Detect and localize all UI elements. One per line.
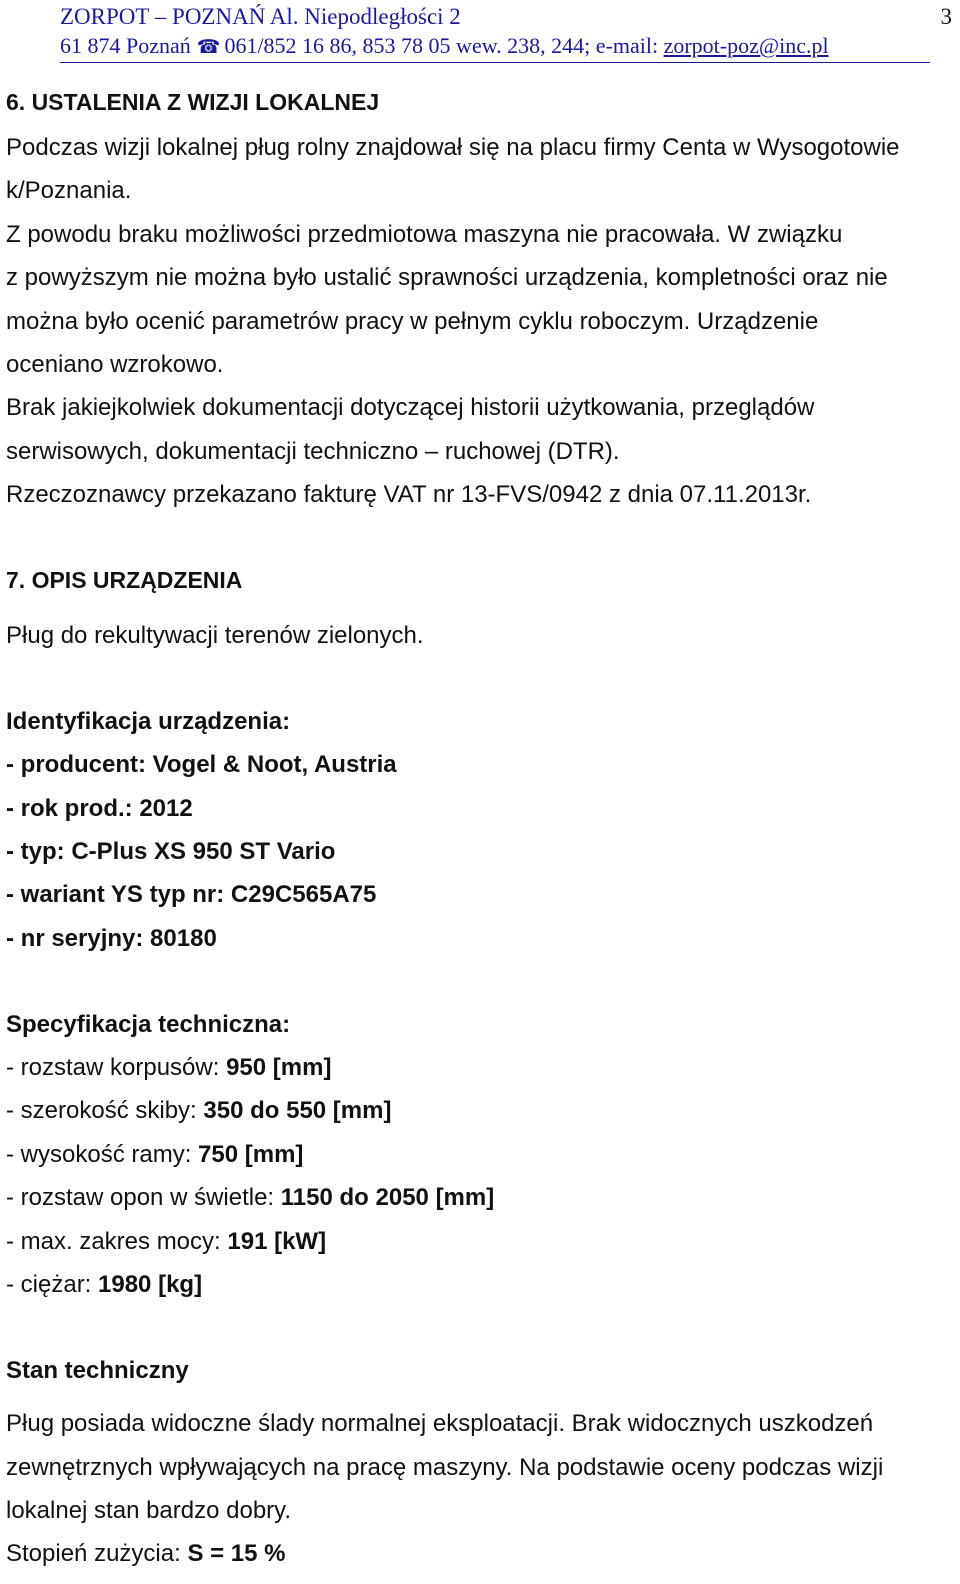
spec-label: - ciężar: (6, 1271, 99, 1298)
specification-heading: Specyfikacja techniczna: (6, 1011, 291, 1038)
spec-item (6, 1184, 494, 1212)
wear-label: Stopień zużycia: (6, 1540, 188, 1567)
spec-item (6, 1228, 326, 1256)
section6-line: oceniano wzrokowo. (6, 351, 224, 378)
spec-item (6, 1271, 202, 1299)
identification-item: - rok prod.: 2012 (6, 795, 193, 822)
page-header (60, 0, 930, 63)
technical-state-heading: Stan techniczny (6, 1357, 189, 1384)
header-email-link[interactable]: zorpot-poz@inc.pl (663, 33, 829, 58)
spec-value: 750 [mm] (198, 1141, 304, 1168)
wear-value: S = 15 % (187, 1540, 286, 1567)
wear-degree (6, 1540, 286, 1568)
device-description: Pług do rekultywacji terenów zielonych. (6, 622, 424, 649)
section6-line: Rzeczoznawcy przekazano fakturę VAT nr 13-FVS/0942 z dnia 07.11.2013r. (6, 481, 812, 508)
section6-line: serwisowych, dokumentacji techniczno – ruchowej (DTR). (6, 438, 620, 465)
section6-line: Z powodu braku możliwości przedmiotowa maszyna nie pracowała. W związku (6, 221, 843, 248)
spec-value: 1150 do 2050 [mm] (280, 1184, 495, 1211)
technical-state-line: Pług posiada widoczne ślady normalnej eksploatacji. Brak widocznych uszkodzeń (6, 1410, 874, 1437)
spec-item (6, 1097, 391, 1125)
identification-item: - producent: Vogel & Noot, Austria (6, 751, 397, 778)
technical-state-line: zewnętrznych wpływających na pracę maszyny. Na podstawie oceny podczas wizji (6, 1454, 884, 1481)
identification-heading: Identyfikacja urządzenia: (6, 708, 291, 735)
identification-item: - typ: C-Plus XS 950 ST Vario (6, 838, 336, 865)
section6-line: Brak jakiejkolwiek dokumentacji dotyczącej historii użytkowania, przeglądów (6, 394, 815, 421)
section6-heading: 6. USTALENIA Z WIZJI LOKALNEJ (6, 89, 380, 115)
section6-line: można było ocenić parametrów pracy w pełnym cyklu roboczym. Urządzenie (6, 308, 819, 335)
spec-label: - wysokość ramy: (6, 1141, 199, 1168)
spec-value: 950 [mm] (226, 1054, 332, 1081)
spec-value: 350 do 550 [mm] (203, 1097, 392, 1124)
spec-value: 1980 [kg] (98, 1271, 203, 1298)
spec-label: - rozstaw opon w świetle: (6, 1184, 281, 1211)
section6-line: z powyższym nie można było ustalić sprawności urządzenia, kompletności oraz nie (6, 264, 888, 291)
section6-line: Podczas wizji lokalnej pług rolny znajdował się na placu firmy Centa w Wysogotowie (6, 134, 900, 161)
page-number: 3 (940, 4, 952, 29)
spec-value: 191 [kW] (227, 1228, 327, 1255)
spec-label: - rozstaw korpusów: (6, 1054, 227, 1081)
section7-heading: 7. OPIS URZĄDZENIA (6, 567, 243, 593)
header-phones: 061/852 16 86, 853 78 05 wew. 238, 244; e-mail: (224, 33, 664, 58)
spec-item (6, 1054, 331, 1082)
header-address: ZORPOT – POZNAŃ Al. Niepodległości 2 (60, 4, 461, 29)
section6-line: k/Poznania. (6, 177, 132, 204)
identification-item: - wariant YS typ nr: C29C565A75 (6, 881, 377, 908)
header-contact (60, 33, 829, 59)
telephone-icon: ☎ (196, 37, 221, 58)
spec-label: - szerokość skiby: (6, 1097, 204, 1124)
spec-label: - max. zakres mocy: (6, 1228, 228, 1255)
spec-item (6, 1141, 303, 1169)
identification-item: - nr seryjny: 80180 (6, 925, 217, 952)
technical-state-line: lokalnej stan bardzo dobry. (6, 1497, 292, 1524)
header-city: 61 874 Poznań (60, 33, 191, 58)
